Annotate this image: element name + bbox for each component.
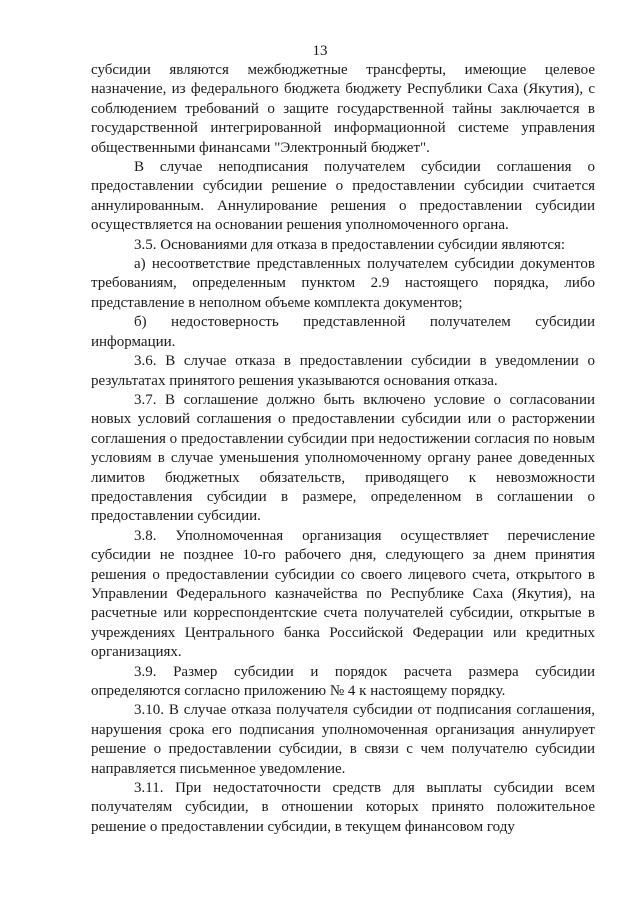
page-number: 13: [312, 43, 328, 59]
paragraph-3-5-b: б) недостоверность представленной получателем субсидии информации.: [91, 314, 595, 350]
paragraph-3-10: 3.10. В случае отказа получателя субсидии от подписания соглашения, нарушения срока его подписания уполномоченная организация аннулирует решение о предоставлении субсидии, в связи с чем получателю субсидии направляется письменное уведомление.: [91, 702, 595, 777]
paragraph-3-11: 3.11. При недостаточности средств для выплаты субсидии всем получателям субсидии, в отношении которых принято положительное решение о предоставлении субсидии, в текущем финансовом году: [91, 780, 595, 835]
paragraph-3-7: 3.7. В соглашение должно быть включено условие о согласовании новых условий соглашения о предоставлении субсидии или о расторжении соглашения о предоставлении субсидии при недостижении согласия по новым условиям в случае уменьшения уполномоченному органу ранее доведенных лимитов бюджетных обязательств, приводящего к невозможности предоставления субсидии в размере, определенном в соглашении о предоставлении субсидии.: [91, 391, 595, 525]
document-body: [91, 61, 595, 837]
paragraph-3-5: 3.5. Основаниями для отказа в предоставлении субсидии являются:: [134, 236, 566, 253]
paragraph-3-5-a: а) несоответствие представленных получателем субсидии документов требованиям, определенным пунктом 2.9 настоящего порядка, либо представление в неполном объеме комплекта документов;: [91, 256, 595, 311]
paragraph-unsigned-agreement: В случае неподписания получателем субсидии соглашения о предоставлении субсидии решение о предоставлении субсидии считается аннулированным. Аннулирование решения о предоставлении субсидии осуществляется на основании решения уполномоченного органа.: [91, 159, 595, 234]
paragraph-continuation: субсидии являются межбюджетные трансферты, имеющие целевое назначение, из федерального бюджета бюджету Республики Саха (Якутия), с соблюдением требований о защите государственной тайны заключается в государственной интегрированной информационной системе управления общественными финансами "Электронный бюджет".: [91, 62, 595, 156]
paragraph-3-9: 3.9. Размер субсидии и порядок расчета размера субсидии определяются согласно приложению № 4 к настоящему порядку.: [91, 663, 595, 699]
paragraph-3-8: 3.8. Уполномоченная организация осуществляет перечисление субсидии не позднее 10-го рабочего дня, следующего за днем принятия решения о предоставлении субсидии со своего лицевого счета, открытого в Управлении Федерального казначейства по Республике Саха (Якутия), на расчетные или корреспондентские счета получателей субсидии, открытые в учреждениях Центрального банка Российской Федерации или кредитных организациях.: [91, 527, 595, 661]
paragraph-3-6: 3.6. В случае отказа в предоставлении субсидии в уведомлении о результатах принятого решения указываются основания отказа.: [91, 353, 595, 389]
